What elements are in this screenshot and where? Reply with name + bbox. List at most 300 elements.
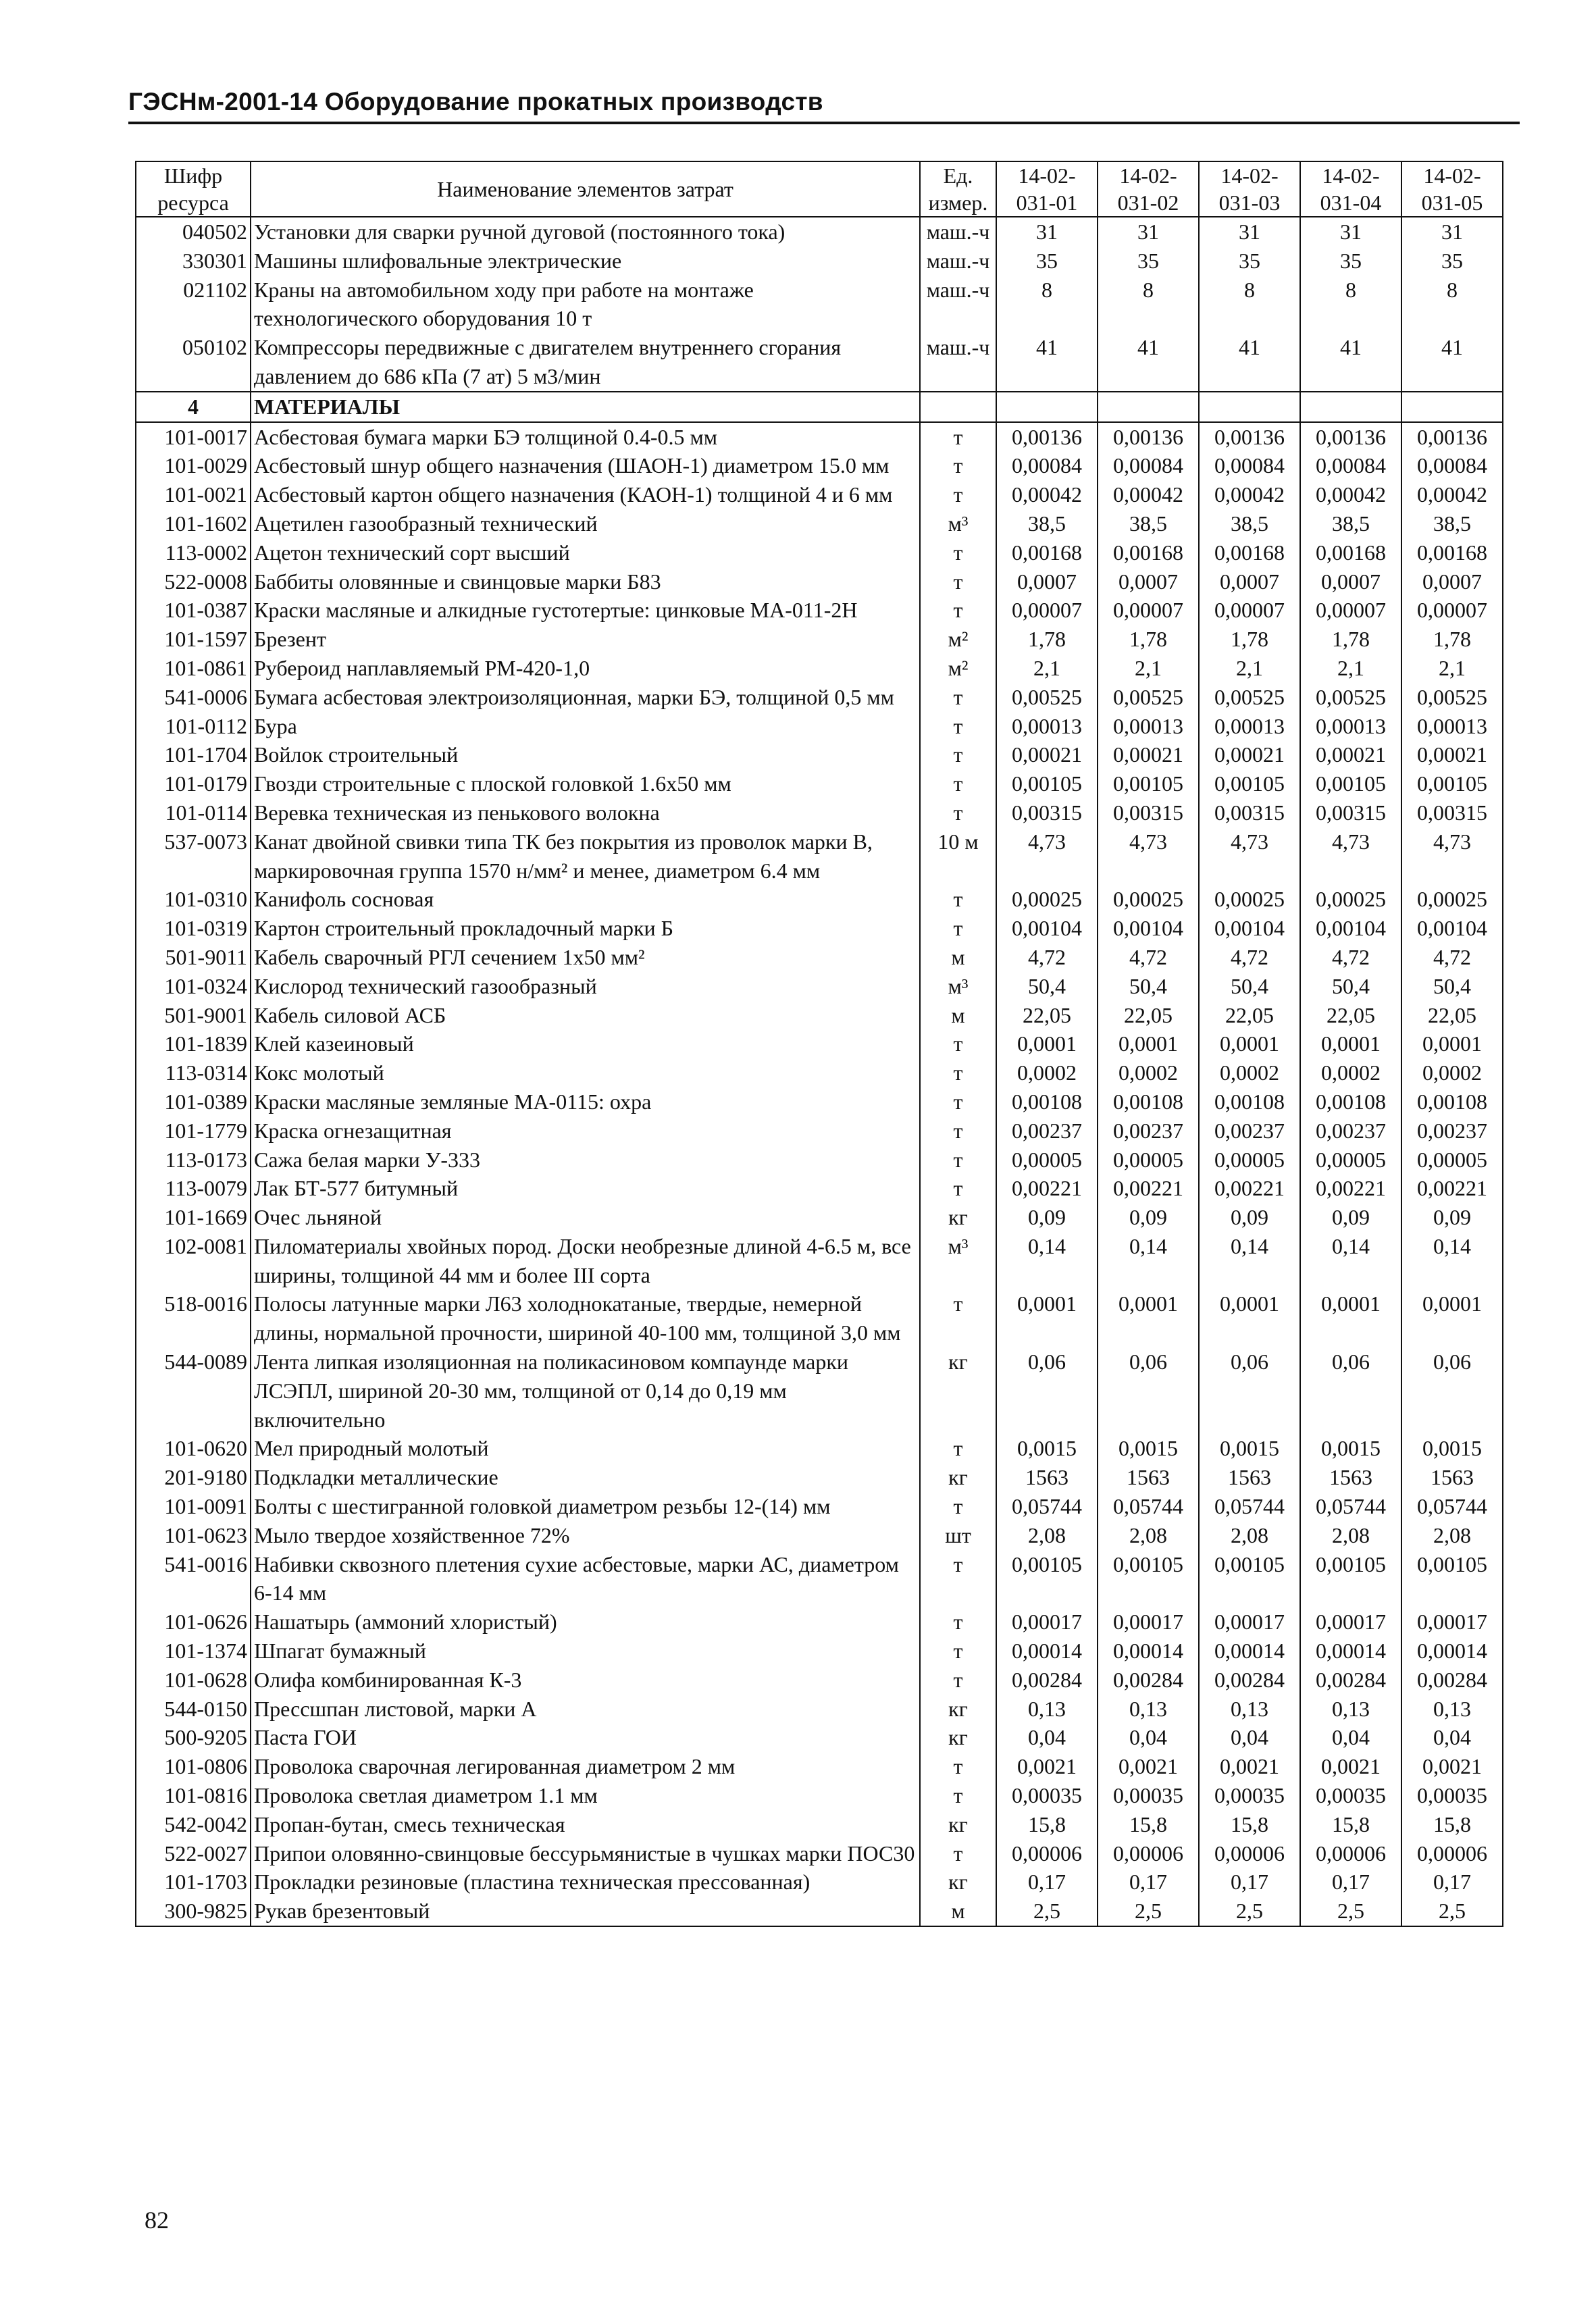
table-row: [136, 451, 1503, 480]
norm-value-cell: 0,00104: [996, 914, 1098, 943]
norm-value-cell: 0,00042: [1199, 480, 1300, 509]
norm-value-cell: 41: [996, 333, 1098, 392]
unit-cell: кг: [920, 1695, 996, 1724]
table-row: [136, 740, 1503, 769]
norm-value-cell: 0,00105: [996, 769, 1098, 798]
table-row: [136, 1347, 1503, 1434]
unit-cell: м: [920, 943, 996, 972]
resource-name-cell: Войлок строительный: [251, 740, 920, 769]
norm-value-cell: [1098, 392, 1199, 422]
column-header-value: 14-02- 031-04: [1300, 161, 1401, 217]
resource-name-cell: Асбестовый картон общего назначения (КАОН-1) толщиной 4 и 6 мм: [251, 480, 920, 509]
norm-value-cell: [996, 392, 1098, 422]
norm-value-cell: 0,00017: [1098, 1608, 1199, 1637]
unit-cell: т: [920, 480, 996, 509]
table-row: [136, 247, 1503, 276]
norm-value-cell: 0,05744: [1300, 1492, 1401, 1521]
norm-value-cell: 0,00168: [1098, 538, 1199, 567]
norm-value-cell: 0,00105: [1300, 1550, 1401, 1608]
norm-value-cell: 0,00021: [1300, 740, 1401, 769]
resource-name-cell: Болты с шестигранной головкой диаметром резьбы 12-(14) мм: [251, 1492, 920, 1521]
resource-code-cell: 537-0073: [136, 827, 251, 885]
norm-value-cell: 0,17: [1098, 1868, 1199, 1897]
resource-code-cell: 101-0021: [136, 480, 251, 509]
page-number: 82: [145, 2207, 169, 2234]
resource-name-cell: Кокс молотый: [251, 1058, 920, 1087]
norm-value-cell: 0,13: [1401, 1695, 1503, 1724]
table-row: [136, 914, 1503, 943]
table-row: [136, 1058, 1503, 1087]
norm-value-cell: 0,00104: [1098, 914, 1199, 943]
resource-code-cell: 518-0016: [136, 1289, 251, 1347]
norm-value-cell: 4,72: [996, 943, 1098, 972]
resource-code-cell: 544-0089: [136, 1347, 251, 1434]
resource-code-cell: 113-0314: [136, 1058, 251, 1087]
norm-value-cell: 22,05: [1300, 1001, 1401, 1030]
resource-name-cell: Шпагат бумажный: [251, 1637, 920, 1666]
norm-value-cell: 0,00105: [996, 1550, 1098, 1608]
norm-value-cell: 0,0007: [996, 567, 1098, 596]
norm-value-cell: 0,00108: [1098, 1087, 1199, 1116]
norm-value-cell: 4,73: [1098, 827, 1199, 885]
norm-value-cell: 0,0007: [1300, 567, 1401, 596]
norm-value-cell: 0,00105: [1098, 1550, 1199, 1608]
norm-value-cell: 0,00005: [1300, 1146, 1401, 1175]
norm-value-cell: 8: [1199, 276, 1300, 334]
resource-code-cell: 040502: [136, 217, 251, 247]
norm-value-cell: 0,00315: [1300, 798, 1401, 827]
table-row: [136, 1203, 1503, 1232]
unit-cell: м³: [920, 972, 996, 1001]
resource-code-cell: 500-9205: [136, 1723, 251, 1752]
norm-value-cell: 15,8: [1098, 1810, 1199, 1839]
unit-cell: т: [920, 712, 996, 741]
resource-name-cell: Прессшпан листовой, марки А: [251, 1695, 920, 1724]
table-row: [136, 1723, 1503, 1752]
unit-cell: т: [920, 538, 996, 567]
table-row: [136, 683, 1503, 712]
norm-value-cell: 0,00014: [1098, 1637, 1199, 1666]
norm-value-cell: 0,00237: [996, 1116, 1098, 1146]
norm-value-cell: 0,00237: [1300, 1116, 1401, 1146]
resource-name-cell: Олифа комбинированная К-3: [251, 1666, 920, 1695]
unit-cell: т: [920, 1058, 996, 1087]
norm-value-cell: 0,00007: [996, 596, 1098, 625]
norm-value-cell: 2,1: [1300, 654, 1401, 683]
norm-value-cell: 0,0007: [1199, 567, 1300, 596]
table-row: [136, 1695, 1503, 1724]
norm-value-cell: 35: [996, 247, 1098, 276]
unit-cell: м²: [920, 625, 996, 654]
resource-code-cell: 101-0112: [136, 712, 251, 741]
norm-value-cell: 0,13: [1300, 1695, 1401, 1724]
resource-name-cell: Краски масляные земляные МА-0115: охра: [251, 1087, 920, 1116]
norm-value-cell: 0,00108: [1300, 1087, 1401, 1116]
unit-cell: т: [920, 422, 996, 452]
unit-cell: м: [920, 1897, 996, 1926]
resource-code-cell: 101-1602: [136, 509, 251, 538]
resource-name-cell: Очес льняной: [251, 1203, 920, 1232]
resource-code-cell: 101-0387: [136, 596, 251, 625]
norm-value-cell: 0,00017: [1300, 1608, 1401, 1637]
resource-code-cell: 101-0017: [136, 422, 251, 452]
norm-value-cell: 0,00005: [1098, 1146, 1199, 1175]
resource-code-cell: 113-0002: [136, 538, 251, 567]
norm-value-cell: 0,04: [1098, 1723, 1199, 1752]
norm-value-cell: 31: [1300, 217, 1401, 247]
unit-cell: т: [920, 914, 996, 943]
norm-value-cell: 2,5: [1300, 1897, 1401, 1926]
resource-code-cell: 021102: [136, 276, 251, 334]
resource-name-cell: Картон строительный прокладочный марки Б: [251, 914, 920, 943]
norm-value-cell: 0,00013: [1300, 712, 1401, 741]
resource-name-cell: Ацетилен газообразный технический: [251, 509, 920, 538]
resource-name-cell: Набивки сквозного плетения сухие асбестовые, марки АС, диаметром 6-14 мм: [251, 1550, 920, 1608]
unit-cell: маш.-ч: [920, 217, 996, 247]
norm-value-cell: [1300, 392, 1401, 422]
norm-value-cell: 4,72: [1401, 943, 1503, 972]
norm-value-cell: 0,0001: [1199, 1289, 1300, 1347]
norm-value-cell: 0,00006: [1300, 1839, 1401, 1868]
norm-value-cell: 0,09: [1098, 1203, 1199, 1232]
unit-cell: кг: [920, 1810, 996, 1839]
norm-value-cell: 0,00221: [1098, 1174, 1199, 1203]
resource-name-cell: Бумага асбестовая электроизоляционная, марки БЭ, толщиной 0,5 мм: [251, 683, 920, 712]
norm-value-cell: 0,09: [1300, 1203, 1401, 1232]
unit-cell: т: [920, 1550, 996, 1608]
resource-name-cell: Клей казеиновый: [251, 1029, 920, 1058]
norm-value-cell: 15,8: [996, 1810, 1098, 1839]
norm-value-cell: 0,0001: [1300, 1289, 1401, 1347]
norm-value-cell: 0,00108: [1199, 1087, 1300, 1116]
norm-value-cell: 0,00105: [1098, 769, 1199, 798]
norm-value-cell: 0,00525: [1199, 683, 1300, 712]
norm-value-cell: 0,00025: [1401, 885, 1503, 914]
table-row: [136, 1174, 1503, 1203]
norm-value-cell: 2,1: [1401, 654, 1503, 683]
norm-value-cell: 0,00021: [996, 740, 1098, 769]
norm-value-cell: 2,1: [996, 654, 1098, 683]
table-row: [136, 333, 1503, 392]
table-row: [136, 625, 1503, 654]
norm-value-cell: 0,00017: [996, 1608, 1098, 1637]
norm-value-cell: 0,00168: [1401, 538, 1503, 567]
norm-value-cell: 0,00105: [1199, 769, 1300, 798]
norm-value-cell: 1,78: [1098, 625, 1199, 654]
norm-value-cell: 0,00315: [1199, 798, 1300, 827]
norm-value-cell: 0,00221: [1199, 1174, 1300, 1203]
resource-code-cell: 113-0173: [136, 1146, 251, 1175]
norm-value-cell: 0,13: [1098, 1695, 1199, 1724]
table-row: [136, 1521, 1503, 1550]
unit-cell: т: [920, 596, 996, 625]
norm-value-cell: 0,00105: [1401, 769, 1503, 798]
norm-value-cell: 0,05744: [1098, 1492, 1199, 1521]
norm-value-cell: 0,00525: [1300, 683, 1401, 712]
resource-name-cell: Рукав брезентовый: [251, 1897, 920, 1926]
norm-value-cell: 0,0002: [1199, 1058, 1300, 1087]
norm-value-cell: 8: [996, 276, 1098, 334]
table-row: [136, 596, 1503, 625]
resource-code-cell: 101-0319: [136, 914, 251, 943]
norm-value-cell: 0,00005: [996, 1146, 1098, 1175]
norm-value-cell: 31: [1401, 217, 1503, 247]
resource-name-cell: Проволока сварочная легированная диаметром 2 мм: [251, 1752, 920, 1781]
page-title: ГЭСНм-2001-14 Оборудование прокатных производств: [128, 88, 823, 115]
norm-value-cell: 4,73: [1300, 827, 1401, 885]
norm-value-cell: 0,00005: [1401, 1146, 1503, 1175]
norm-value-cell: 0,00284: [1300, 1666, 1401, 1695]
norm-value-cell: 0,0015: [996, 1434, 1098, 1463]
table-row: [136, 769, 1503, 798]
norm-value-cell: 0,00021: [1199, 740, 1300, 769]
unit-cell: т: [920, 1029, 996, 1058]
norm-value-cell: 1563: [996, 1463, 1098, 1492]
norm-value-cell: 0,06: [1098, 1347, 1199, 1434]
norm-value-cell: 1,78: [1300, 625, 1401, 654]
norm-value-cell: 0,00025: [1199, 885, 1300, 914]
norm-value-cell: 0,00035: [1098, 1781, 1199, 1810]
norm-value-cell: 0,00007: [1098, 596, 1199, 625]
unit-cell: т: [920, 1434, 996, 1463]
norm-value-cell: 0,00104: [1300, 914, 1401, 943]
unit-cell: [920, 392, 996, 422]
table-row: [136, 798, 1503, 827]
norm-value-cell: 0,00221: [1300, 1174, 1401, 1203]
resource-code-cell: 542-0042: [136, 1810, 251, 1839]
norm-value-cell: 0,04: [1401, 1723, 1503, 1752]
norm-value-cell: 2,1: [1098, 654, 1199, 683]
norm-value-cell: 8: [1401, 276, 1503, 334]
unit-cell: м: [920, 1001, 996, 1030]
table-row: [136, 1897, 1503, 1926]
norm-value-cell: 1,78: [1199, 625, 1300, 654]
norm-value-cell: 15,8: [1199, 1810, 1300, 1839]
norm-value-cell: 0,17: [1401, 1868, 1503, 1897]
resource-name-cell: Пропан-бутан, смесь техническая: [251, 1810, 920, 1839]
unit-cell: т: [920, 798, 996, 827]
norm-value-cell: 0,13: [996, 1695, 1098, 1724]
norm-value-cell: 0,00525: [1098, 683, 1199, 712]
resource-code-cell: 101-0091: [136, 1492, 251, 1521]
norm-value-cell: 4,72: [1098, 943, 1199, 972]
norm-value-cell: 50,4: [1401, 972, 1503, 1001]
resource-name-cell: Мыло твердое хозяйственное 72%: [251, 1521, 920, 1550]
table-row: [136, 972, 1503, 1001]
norm-value-cell: 0,00104: [1199, 914, 1300, 943]
norm-value-cell: 2,08: [1401, 1521, 1503, 1550]
norm-value-cell: 0,00007: [1300, 596, 1401, 625]
norm-value-cell: 50,4: [1300, 972, 1401, 1001]
norm-value-cell: [1199, 392, 1300, 422]
unit-cell: кг: [920, 1463, 996, 1492]
unit-cell: кг: [920, 1723, 996, 1752]
resource-name-cell: Канифоль сосновая: [251, 885, 920, 914]
resource-code-cell: 101-0389: [136, 1087, 251, 1116]
resource-code-cell: 522-0008: [136, 567, 251, 596]
table-row: [136, 1463, 1503, 1492]
norm-value-cell: 0,06: [1401, 1347, 1503, 1434]
norm-value-cell: 0,00168: [996, 538, 1098, 567]
norm-value-cell: 0,00007: [1401, 596, 1503, 625]
norm-value-cell: 0,00021: [1098, 740, 1199, 769]
resource-name-cell: Компрессоры передвижные с двигателем внутреннего сгорания давлением до 686 кПа (7 ат) 5 м3/мин: [251, 333, 920, 392]
table-row: [136, 1550, 1503, 1608]
unit-cell: т: [920, 1666, 996, 1695]
norm-value-cell: 0,14: [1199, 1232, 1300, 1290]
norm-value-cell: 0,0001: [1098, 1029, 1199, 1058]
norm-value-cell: 0,00284: [1401, 1666, 1503, 1695]
resource-name-cell: Кислород технический газообразный: [251, 972, 920, 1001]
norm-value-cell: 41: [1098, 333, 1199, 392]
resource-code-cell: 101-0816: [136, 1781, 251, 1810]
norm-value-cell: 0,0015: [1199, 1434, 1300, 1463]
norm-value-cell: 0,00035: [996, 1781, 1098, 1810]
resource-name-cell: Брезент: [251, 625, 920, 654]
resource-name-cell: Кабель сварочный РГЛ сечением 1х50 мм²: [251, 943, 920, 972]
norm-value-cell: 22,05: [1199, 1001, 1300, 1030]
norm-value-cell: 2,08: [1098, 1521, 1199, 1550]
resource-code-cell: 201-9180: [136, 1463, 251, 1492]
resource-code-cell: 300-9825: [136, 1897, 251, 1926]
resource-name-cell: Канат двойной свивки типа ТК без покрытия из проволок марки В, маркировочная группа 1570 н/мм² и менее, диаметром 6.4 мм: [251, 827, 920, 885]
norm-value-cell: 0,0015: [1300, 1434, 1401, 1463]
table-body: [136, 217, 1503, 1926]
resource-table: [135, 161, 1503, 1927]
resource-code-cell: 050102: [136, 333, 251, 392]
resource-name-cell: Проволока светлая диаметром 1.1 мм: [251, 1781, 920, 1810]
norm-value-cell: 0,00035: [1300, 1781, 1401, 1810]
norm-value-cell: 0,00014: [1199, 1637, 1300, 1666]
norm-value-cell: 0,05744: [1199, 1492, 1300, 1521]
unit-cell: 10 м: [920, 827, 996, 885]
norm-value-cell: 0,00021: [1401, 740, 1503, 769]
resource-name-cell: МАТЕРИАЛЫ: [251, 392, 920, 422]
resource-name-cell: Подкладки металлические: [251, 1463, 920, 1492]
norm-value-cell: 0,0015: [1098, 1434, 1199, 1463]
norm-value-cell: 2,08: [1300, 1521, 1401, 1550]
norm-value-cell: 1563: [1401, 1463, 1503, 1492]
table-row: [136, 1001, 1503, 1030]
norm-value-cell: 0,0001: [1300, 1029, 1401, 1058]
table-row: [136, 1232, 1503, 1290]
norm-value-cell: 0,00017: [1199, 1608, 1300, 1637]
norm-value-cell: 0,0021: [1098, 1752, 1199, 1781]
norm-value-cell: 0,13: [1199, 1695, 1300, 1724]
norm-value-cell: 0,00315: [1098, 798, 1199, 827]
resource-name-cell: Припои оловянно-свинцовые бессурьмянистые в чушках марки ПОС30: [251, 1839, 920, 1868]
resource-name-cell: Пиломатериалы хвойных пород. Доски необрезные длиной 4-6.5 м, все ширины, толщиной 44 мм и более III сорта: [251, 1232, 920, 1290]
norm-value-cell: 0,00237: [1199, 1116, 1300, 1146]
norm-value-cell: 0,00108: [1401, 1087, 1503, 1116]
unit-cell: т: [920, 1839, 996, 1868]
norm-value-cell: 0,0021: [996, 1752, 1098, 1781]
norm-value-cell: 0,0001: [1199, 1029, 1300, 1058]
resource-code-cell: 101-0861: [136, 654, 251, 683]
resource-name-cell: Кабель силовой АСБ: [251, 1001, 920, 1030]
norm-value-cell: 22,05: [996, 1001, 1098, 1030]
norm-value-cell: 2,5: [996, 1897, 1098, 1926]
norm-value-cell: 41: [1300, 333, 1401, 392]
unit-cell: т: [920, 567, 996, 596]
table-row: [136, 827, 1503, 885]
norm-value-cell: 0,0015: [1401, 1434, 1503, 1463]
norm-value-cell: 38,5: [1300, 509, 1401, 538]
norm-value-cell: 4,73: [1401, 827, 1503, 885]
norm-value-cell: 31: [996, 217, 1098, 247]
norm-value-cell: 38,5: [1199, 509, 1300, 538]
table-row: [136, 538, 1503, 567]
unit-cell: т: [920, 1146, 996, 1175]
norm-value-cell: 0,0007: [1401, 567, 1503, 596]
table-row: [136, 480, 1503, 509]
norm-value-cell: 1563: [1098, 1463, 1199, 1492]
norm-value-cell: 35: [1098, 247, 1199, 276]
norm-value-cell: 0,00284: [1098, 1666, 1199, 1695]
norm-value-cell: 0,00013: [996, 712, 1098, 741]
table-row: [136, 1666, 1503, 1695]
table-row: [136, 1029, 1503, 1058]
unit-cell: т: [920, 740, 996, 769]
norm-value-cell: 0,00014: [996, 1637, 1098, 1666]
resource-name-cell: Нашатырь (аммоний хлористый): [251, 1608, 920, 1637]
norm-value-cell: 0,00007: [1199, 596, 1300, 625]
norm-value-cell: 0,00013: [1199, 712, 1300, 741]
column-header-value: 14-02- 031-03: [1199, 161, 1300, 217]
norm-value-cell: 35: [1300, 247, 1401, 276]
norm-value-cell: 50,4: [996, 972, 1098, 1001]
norm-value-cell: 0,00315: [1401, 798, 1503, 827]
norm-value-cell: 0,0021: [1199, 1752, 1300, 1781]
norm-value-cell: 0,00005: [1199, 1146, 1300, 1175]
table-row: [136, 1637, 1503, 1666]
unit-cell: т: [920, 451, 996, 480]
norm-value-cell: 0,00284: [996, 1666, 1098, 1695]
norm-value-cell: 0,00035: [1199, 1781, 1300, 1810]
norm-value-cell: 0,00084: [1098, 451, 1199, 480]
norm-value-cell: 0,04: [1300, 1723, 1401, 1752]
table-row: [136, 422, 1503, 452]
resource-name-cell: Паста ГОИ: [251, 1723, 920, 1752]
norm-value-cell: 0,0002: [996, 1058, 1098, 1087]
resource-code-cell: 541-0006: [136, 683, 251, 712]
table-row: [136, 217, 1503, 247]
column-header-value: 14-02- 031-05: [1401, 161, 1503, 217]
norm-value-cell: 0,00136: [1300, 422, 1401, 452]
norm-value-cell: 0,00006: [1199, 1839, 1300, 1868]
table-row: [136, 1087, 1503, 1116]
resource-name-cell: Прокладки резиновые (пластина техническая прессованная): [251, 1868, 920, 1897]
norm-value-cell: 0,00221: [1401, 1174, 1503, 1203]
norm-value-cell: 0,00105: [1401, 1550, 1503, 1608]
column-header-value: 14-02- 031-02: [1098, 161, 1199, 217]
page-header: [128, 88, 1520, 124]
norm-value-cell: 0,0007: [1098, 567, 1199, 596]
norm-value-cell: 0,00136: [996, 422, 1098, 452]
resource-code-cell: 541-0016: [136, 1550, 251, 1608]
resource-code-cell: 101-0628: [136, 1666, 251, 1695]
norm-value-cell: 0,00136: [1401, 422, 1503, 452]
norm-value-cell: 22,05: [1401, 1001, 1503, 1030]
norm-value-cell: 0,04: [1199, 1723, 1300, 1752]
norm-value-cell: 0,00035: [1401, 1781, 1503, 1810]
norm-value-cell: 4,72: [1300, 943, 1401, 972]
resource-code-cell: 501-9011: [136, 943, 251, 972]
norm-value-cell: 0,00042: [1401, 480, 1503, 509]
norm-value-cell: 0,00168: [1300, 538, 1401, 567]
norm-value-cell: 0,00315: [996, 798, 1098, 827]
table-row: [136, 654, 1503, 683]
